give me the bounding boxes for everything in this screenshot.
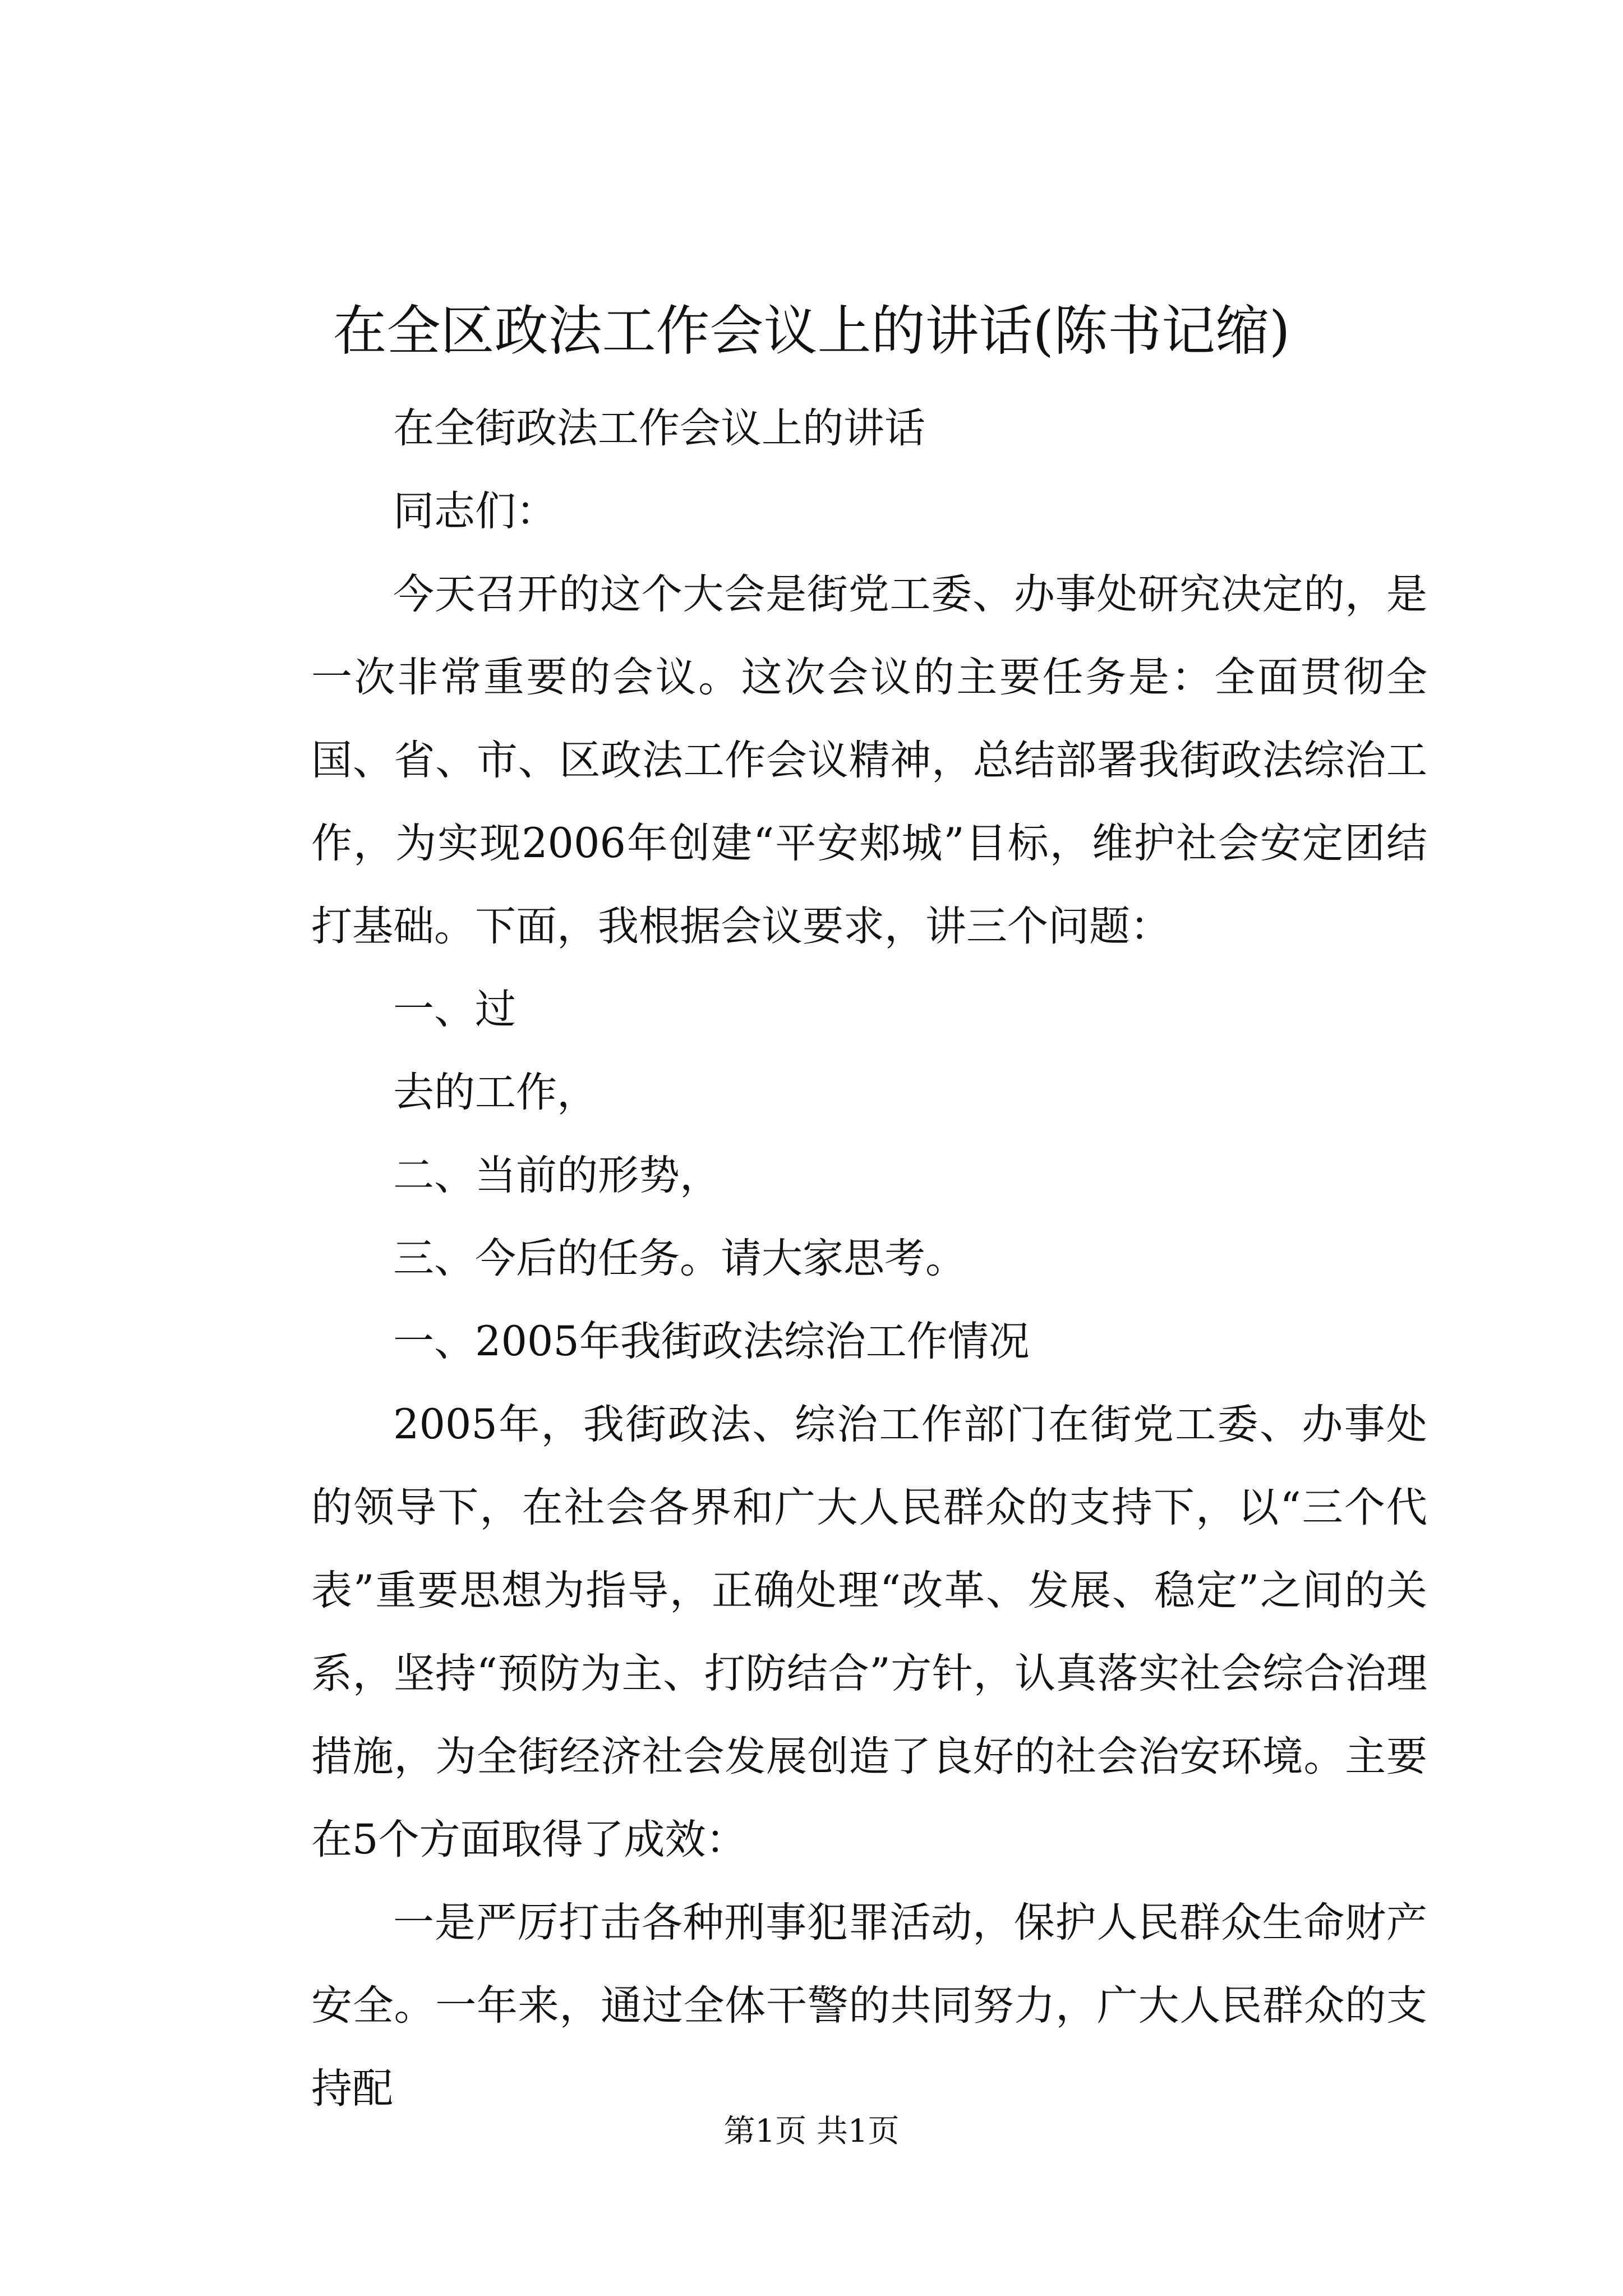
document-title: 在全区政法工作会议上的讲话(陈书记缩)	[333, 300, 1290, 362]
subtitle-paragraph: 在全街政法工作会议上的讲话	[393, 404, 925, 452]
outline-item-1-part-b: 去的工作，	[393, 1069, 598, 1116]
section-1-paragraph: 2005年，我街政法、综治工作部门在街党工委、办事处的领导下，在社会各界和广大人民群众的支持下，以“三个代表”重要思想为指导，正确处理“改革、发展、稳定”之间的关系，坚持“预防为主、打防结合”方针，认真落实社会综合治理措施，为全街经济社会发展创造了良好的社会治安环境。主要在5个方面取得了成效：	[311, 1401, 1427, 1864]
page-footer: 第1页 共1页	[723, 2113, 900, 2150]
point-1-paragraph: 一是严厉打击各种刑事犯罪活动，保护人民群众生命财产安全。一年来，通过全体干警的共同努力，广大人民群众的支持配	[311, 1899, 1427, 2113]
salutation-paragraph: 同志们：	[393, 487, 557, 535]
document-body	[311, 387, 1427, 2131]
outline-item-1-part-a: 一、过	[393, 986, 516, 1033]
outline-item-2: 二、当前的形势，	[393, 1152, 721, 1199]
intro-paragraph: 今天召开的这个大会是街党工委、办事处研究决定的，是一次非常重要的会议。这次会议的主要任务是：全面贯彻全国、省、市、区政法工作会议精神，总结部署我街政法综治工作，为实现2006年创建“平安郏城”目标，维护社会安定团结打基础。下面，我根据会议要求，讲三个问题：	[311, 570, 1427, 950]
outline-item-3: 三、今后的任务。请大家思考。	[393, 1235, 966, 1282]
section-heading-1: 一、2005年我街政法综治工作情况	[393, 1318, 1030, 1365]
